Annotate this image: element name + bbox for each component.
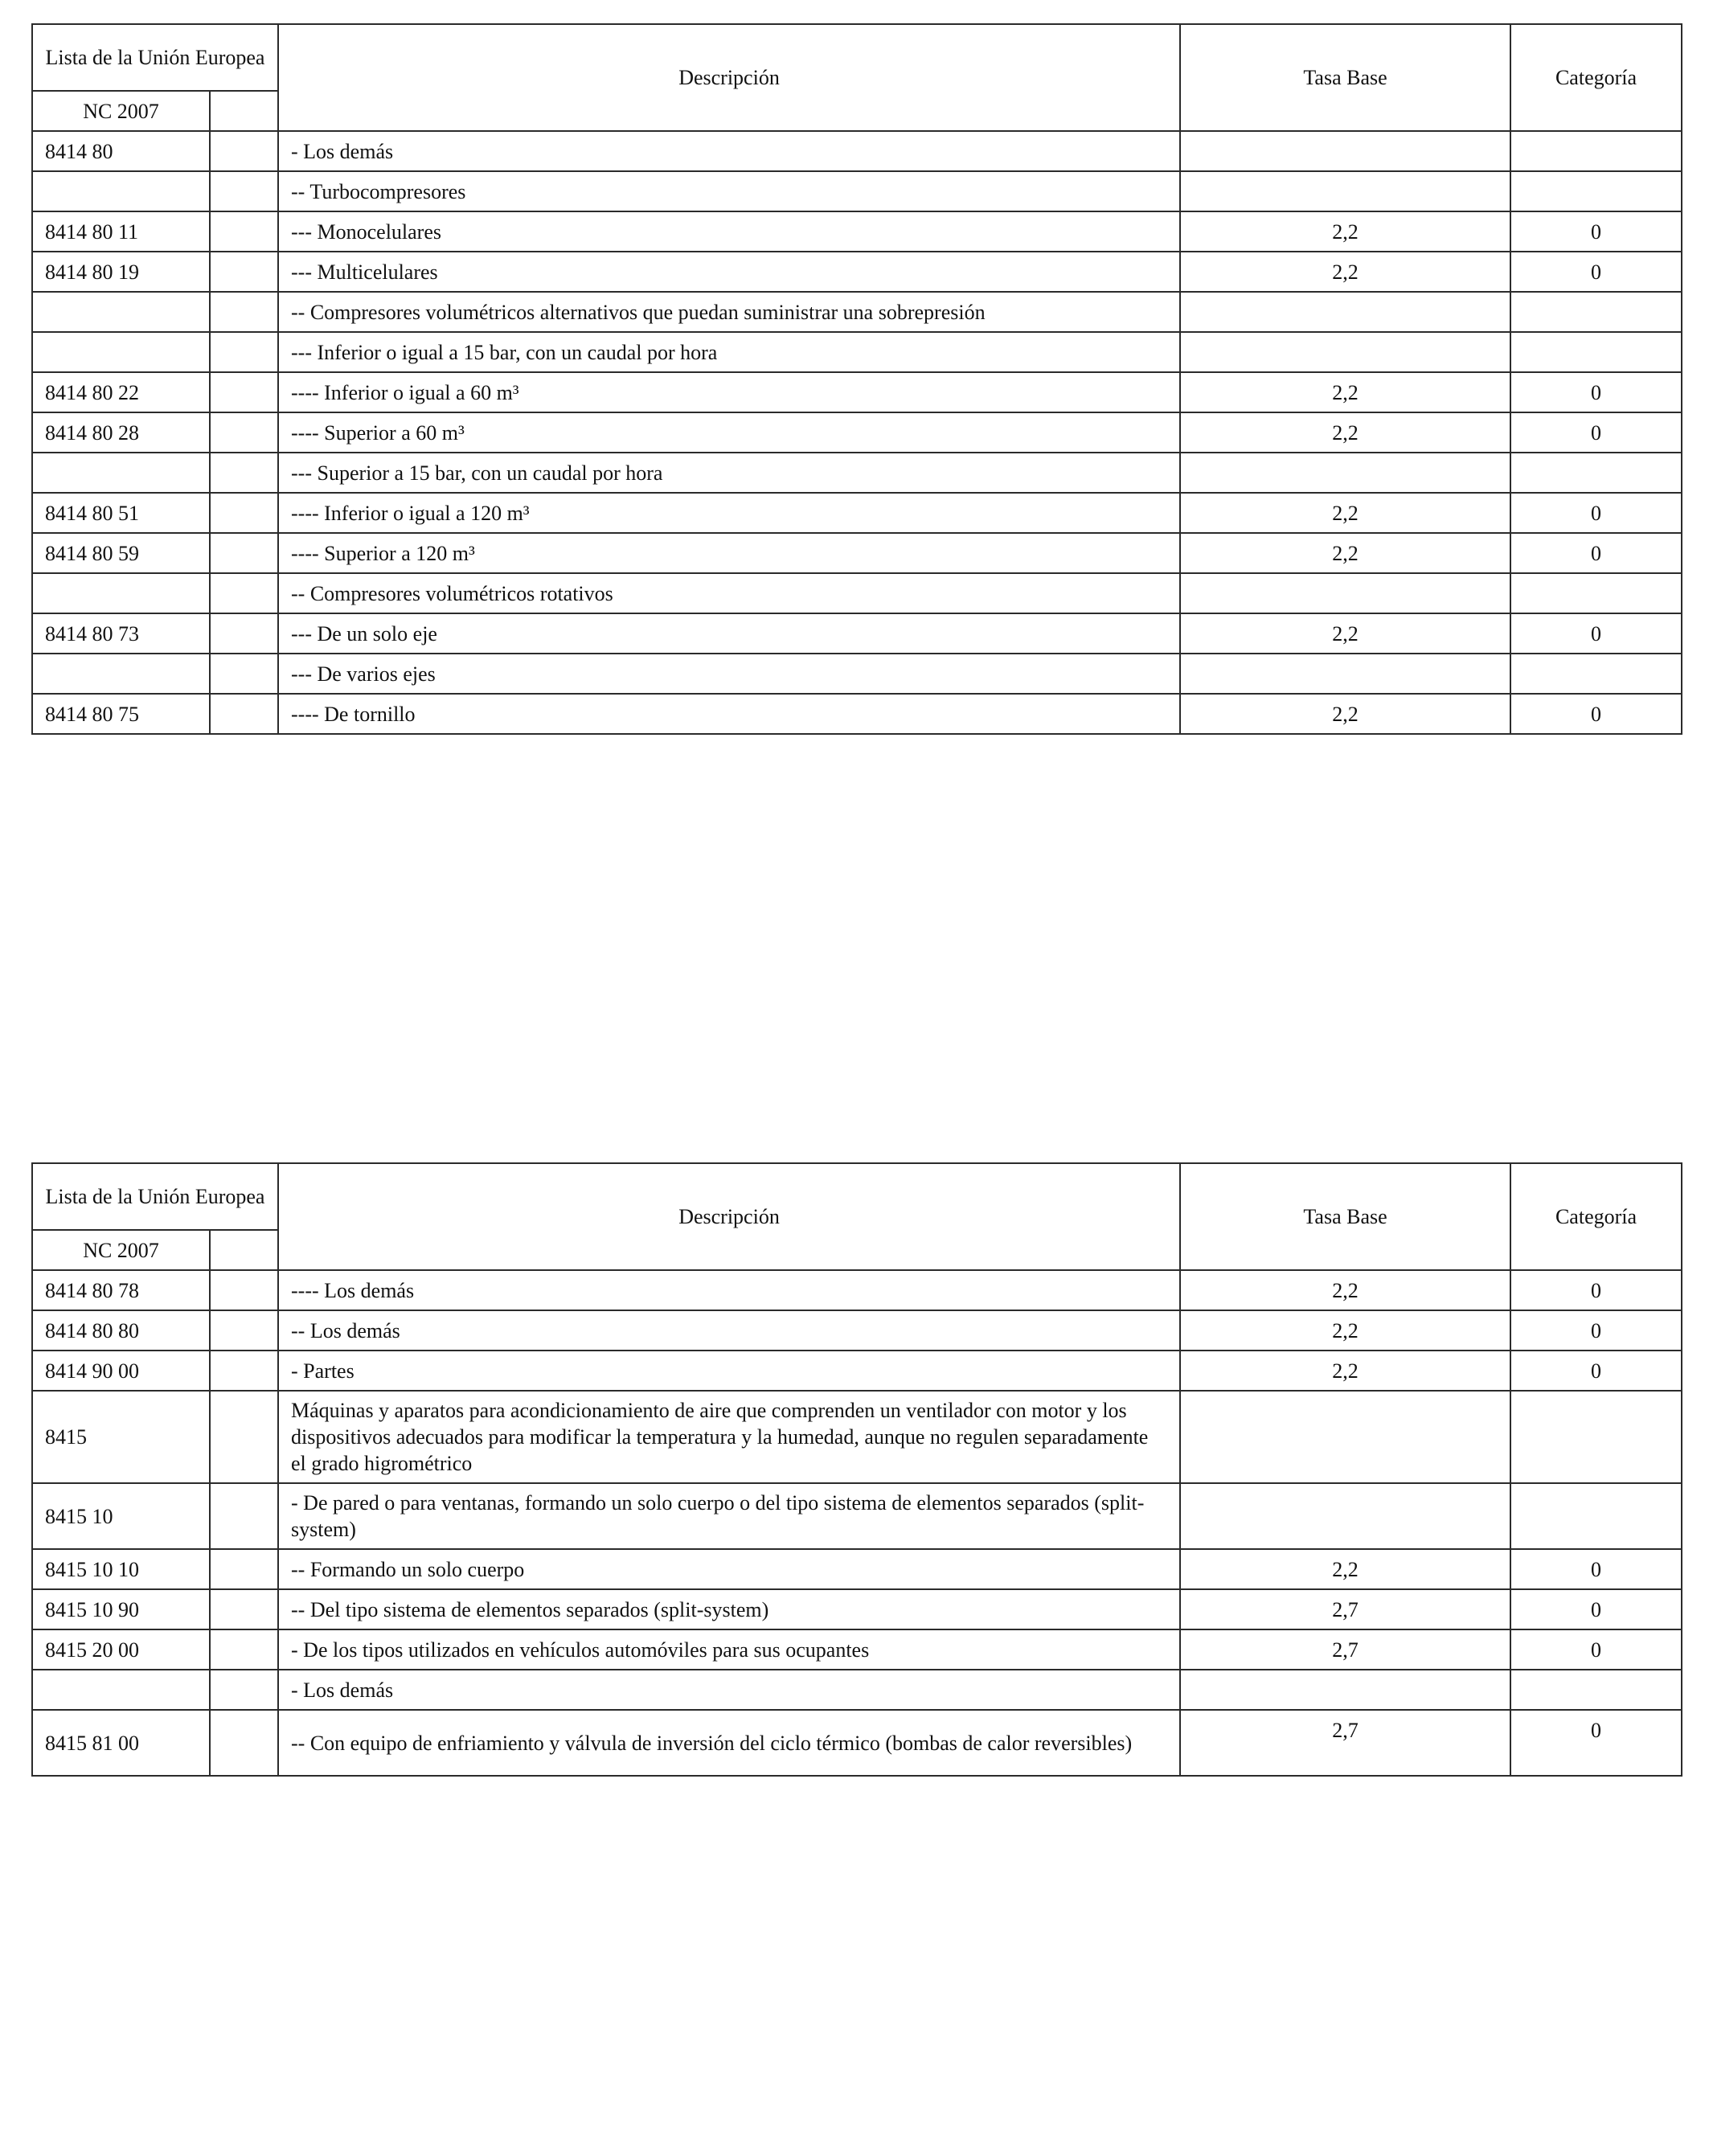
header-nc-2007: NC 2007 [32, 1230, 210, 1270]
category-cell: 0 [1510, 372, 1682, 412]
nc-code-cell [32, 573, 210, 613]
category-cell [1510, 171, 1682, 211]
base-rate-cell [1180, 1391, 1510, 1483]
blank-cell [210, 453, 278, 493]
blank-cell [210, 493, 278, 533]
category-cell: 0 [1510, 211, 1682, 252]
blank-cell [210, 412, 278, 453]
blank-cell [210, 332, 278, 372]
blank-cell [210, 654, 278, 694]
base-rate-cell: 2,2 [1180, 252, 1510, 292]
header-eu-list: Lista de la Unión Europea [32, 24, 278, 91]
header-base-rate: Tasa Base [1180, 24, 1510, 131]
description-cell: - De pared o para ventanas, formando un solo cuerpo o del tipo sistema de elementos separados (split-system) [278, 1483, 1180, 1549]
blank-cell [210, 533, 278, 573]
table-row [32, 654, 1682, 694]
blank-cell [210, 1270, 278, 1310]
table-row [32, 1391, 1682, 1483]
nc-code-cell: 8414 80 [32, 131, 210, 171]
nc-code-cell: 8414 80 59 [32, 533, 210, 573]
base-rate-cell: 2,7 [1180, 1589, 1510, 1629]
description-cell: -- Compresores volumétricos rotativos [278, 573, 1180, 613]
blank-cell [210, 1629, 278, 1670]
blank-cell [210, 1391, 278, 1483]
header-category: Categoría [1510, 1163, 1682, 1270]
nc-code-cell [32, 654, 210, 694]
tariff-table-1 [31, 23, 1682, 735]
header-row [32, 24, 1682, 91]
blank-cell [210, 1710, 278, 1776]
nc-code-cell [32, 453, 210, 493]
table-row [32, 211, 1682, 252]
nc-code-cell: 8415 10 10 [32, 1549, 210, 1589]
table-row [32, 1710, 1682, 1776]
table-row [32, 1629, 1682, 1670]
table-row [32, 372, 1682, 412]
base-rate-cell: 2,2 [1180, 412, 1510, 453]
category-cell: 0 [1510, 1549, 1682, 1589]
nc-code-cell: 8415 20 00 [32, 1629, 210, 1670]
nc-code-cell [32, 1670, 210, 1710]
table-row [32, 1483, 1682, 1549]
description-cell: -- Turbocompresores [278, 171, 1180, 211]
table-row [32, 573, 1682, 613]
base-rate-cell [1180, 1670, 1510, 1710]
base-rate-cell: 2,2 [1180, 211, 1510, 252]
table-row [32, 694, 1682, 734]
nc-code-cell: 8414 80 19 [32, 252, 210, 292]
table-row [32, 332, 1682, 372]
header-eu-list: Lista de la Unión Europea [32, 1163, 278, 1230]
table-row [32, 1549, 1682, 1589]
base-rate-cell: 2,2 [1180, 1351, 1510, 1391]
description-cell: --- Superior a 15 bar, con un caudal por hora [278, 453, 1180, 493]
header-description: Descripción [278, 1163, 1180, 1270]
base-rate-cell [1180, 332, 1510, 372]
description-cell: -- Del tipo sistema de elementos separados (split-system) [278, 1589, 1180, 1629]
description-cell: --- De un solo eje [278, 613, 1180, 654]
description-cell: --- De varios ejes [278, 654, 1180, 694]
category-cell: 0 [1510, 1351, 1682, 1391]
category-cell [1510, 332, 1682, 372]
nc-code-cell: 8415 10 [32, 1483, 210, 1549]
description-cell: -- Los demás [278, 1310, 1180, 1351]
table-row [32, 453, 1682, 493]
nc-code-cell: 8414 90 00 [32, 1351, 210, 1391]
description-cell: - Partes [278, 1351, 1180, 1391]
description-cell: --- Monocelulares [278, 211, 1180, 252]
description-cell: --- Inferior o igual a 15 bar, con un caudal por hora [278, 332, 1180, 372]
blank-cell [210, 1483, 278, 1549]
blank-cell [210, 1310, 278, 1351]
category-cell [1510, 1483, 1682, 1549]
header-blank-cell [210, 1230, 278, 1270]
description-cell: -- Compresores volumétricos alternativos que puedan suministrar una sobrepresión [278, 292, 1180, 332]
description-cell: -- Formando un solo cuerpo [278, 1549, 1180, 1589]
blank-cell [210, 694, 278, 734]
table-row [32, 1589, 1682, 1629]
nc-code-cell: 8414 80 75 [32, 694, 210, 734]
category-cell [1510, 1670, 1682, 1710]
table-row [32, 1351, 1682, 1391]
blank-cell [210, 292, 278, 332]
category-cell: 0 [1510, 694, 1682, 734]
description-cell: ---- Los demás [278, 1270, 1180, 1310]
tariff-table-2 [31, 1162, 1682, 1777]
nc-code-cell [32, 332, 210, 372]
base-rate-cell [1180, 1483, 1510, 1549]
category-cell: 0 [1510, 1270, 1682, 1310]
base-rate-cell: 2,2 [1180, 1310, 1510, 1351]
base-rate-cell: 2,2 [1180, 1549, 1510, 1589]
base-rate-cell [1180, 131, 1510, 171]
nc-code-cell: 8414 80 28 [32, 412, 210, 453]
description-cell: ---- Inferior o igual a 120 m³ [278, 493, 1180, 533]
header-base-rate: Tasa Base [1180, 1163, 1510, 1270]
description-cell: --- Multicelulares [278, 252, 1180, 292]
blank-cell [210, 1351, 278, 1391]
category-cell: 0 [1510, 252, 1682, 292]
base-rate-cell [1180, 573, 1510, 613]
header-nc-2007: NC 2007 [32, 91, 210, 131]
category-cell: 0 [1510, 1629, 1682, 1670]
nc-code-cell: 8414 80 51 [32, 493, 210, 533]
blank-cell [210, 613, 278, 654]
nc-code-cell [32, 292, 210, 332]
base-rate-cell [1180, 654, 1510, 694]
nc-code-cell: 8415 10 90 [32, 1589, 210, 1629]
description-cell: ---- Superior a 60 m³ [278, 412, 1180, 453]
header-blank-cell [210, 91, 278, 131]
category-cell [1510, 1391, 1682, 1483]
blank-cell [210, 1670, 278, 1710]
description-cell: - Los demás [278, 131, 1180, 171]
description-cell: ---- Superior a 120 m³ [278, 533, 1180, 573]
category-cell: 0 [1510, 493, 1682, 533]
base-rate-cell: 2,2 [1180, 1270, 1510, 1310]
table-row [32, 1670, 1682, 1710]
base-rate-cell: 2,7 [1180, 1710, 1510, 1776]
header-category: Categoría [1510, 24, 1682, 131]
base-rate-cell: 2,2 [1180, 493, 1510, 533]
blank-cell [210, 372, 278, 412]
nc-code-cell: 8414 80 11 [32, 211, 210, 252]
blank-cell [210, 131, 278, 171]
table-row [32, 292, 1682, 332]
description-cell: - De los tipos utilizados en vehículos automóviles para sus ocupantes [278, 1629, 1180, 1670]
description-cell: -- Con equipo de enfriamiento y válvula de inversión del ciclo térmico (bombas de calor reversibles) [278, 1710, 1180, 1776]
blank-cell [210, 1589, 278, 1629]
category-cell: 0 [1510, 412, 1682, 453]
nc-code-cell: 8414 80 78 [32, 1270, 210, 1310]
table-row [32, 1310, 1682, 1351]
base-rate-cell: 2,2 [1180, 533, 1510, 573]
category-cell [1510, 573, 1682, 613]
category-cell: 0 [1510, 613, 1682, 654]
blank-cell [210, 573, 278, 613]
base-rate-cell [1180, 292, 1510, 332]
description-cell: Máquinas y aparatos para acondicionamiento de aire que comprenden un ventilador con motor y los dispositivos adecuados para modificar la temperatura y la humedad, aunque no regulen separadamente el grado higrométrico [278, 1391, 1180, 1483]
base-rate-cell: 2,2 [1180, 372, 1510, 412]
blank-cell [210, 211, 278, 252]
table-row [32, 613, 1682, 654]
nc-code-cell [32, 171, 210, 211]
nc-code-cell: 8414 80 80 [32, 1310, 210, 1351]
category-cell [1510, 453, 1682, 493]
category-cell [1510, 131, 1682, 171]
table-row [32, 131, 1682, 171]
nc-code-cell: 8415 81 00 [32, 1710, 210, 1776]
base-rate-cell [1180, 453, 1510, 493]
table-row [32, 1270, 1682, 1310]
table-row [32, 171, 1682, 211]
category-cell: 0 [1510, 533, 1682, 573]
description-cell: - Los demás [278, 1670, 1180, 1710]
base-rate-cell [1180, 171, 1510, 211]
blank-cell [210, 252, 278, 292]
nc-code-cell: 8414 80 22 [32, 372, 210, 412]
header-description: Descripción [278, 24, 1180, 131]
table-row [32, 252, 1682, 292]
blank-cell [210, 1549, 278, 1589]
base-rate-cell: 2,2 [1180, 613, 1510, 654]
category-cell [1510, 292, 1682, 332]
category-cell: 0 [1510, 1589, 1682, 1629]
table-row [32, 533, 1682, 573]
description-cell: ---- Inferior o igual a 60 m³ [278, 372, 1180, 412]
description-cell: ---- De tornillo [278, 694, 1180, 734]
header-row [32, 1163, 1682, 1230]
category-cell [1510, 654, 1682, 694]
base-rate-cell: 2,2 [1180, 694, 1510, 734]
category-cell: 0 [1510, 1310, 1682, 1351]
category-cell: 0 [1510, 1710, 1682, 1776]
table-row [32, 412, 1682, 453]
base-rate-cell: 2,7 [1180, 1629, 1510, 1670]
blank-cell [210, 171, 278, 211]
table-row [32, 493, 1682, 533]
nc-code-cell: 8415 [32, 1391, 210, 1483]
nc-code-cell: 8414 80 73 [32, 613, 210, 654]
